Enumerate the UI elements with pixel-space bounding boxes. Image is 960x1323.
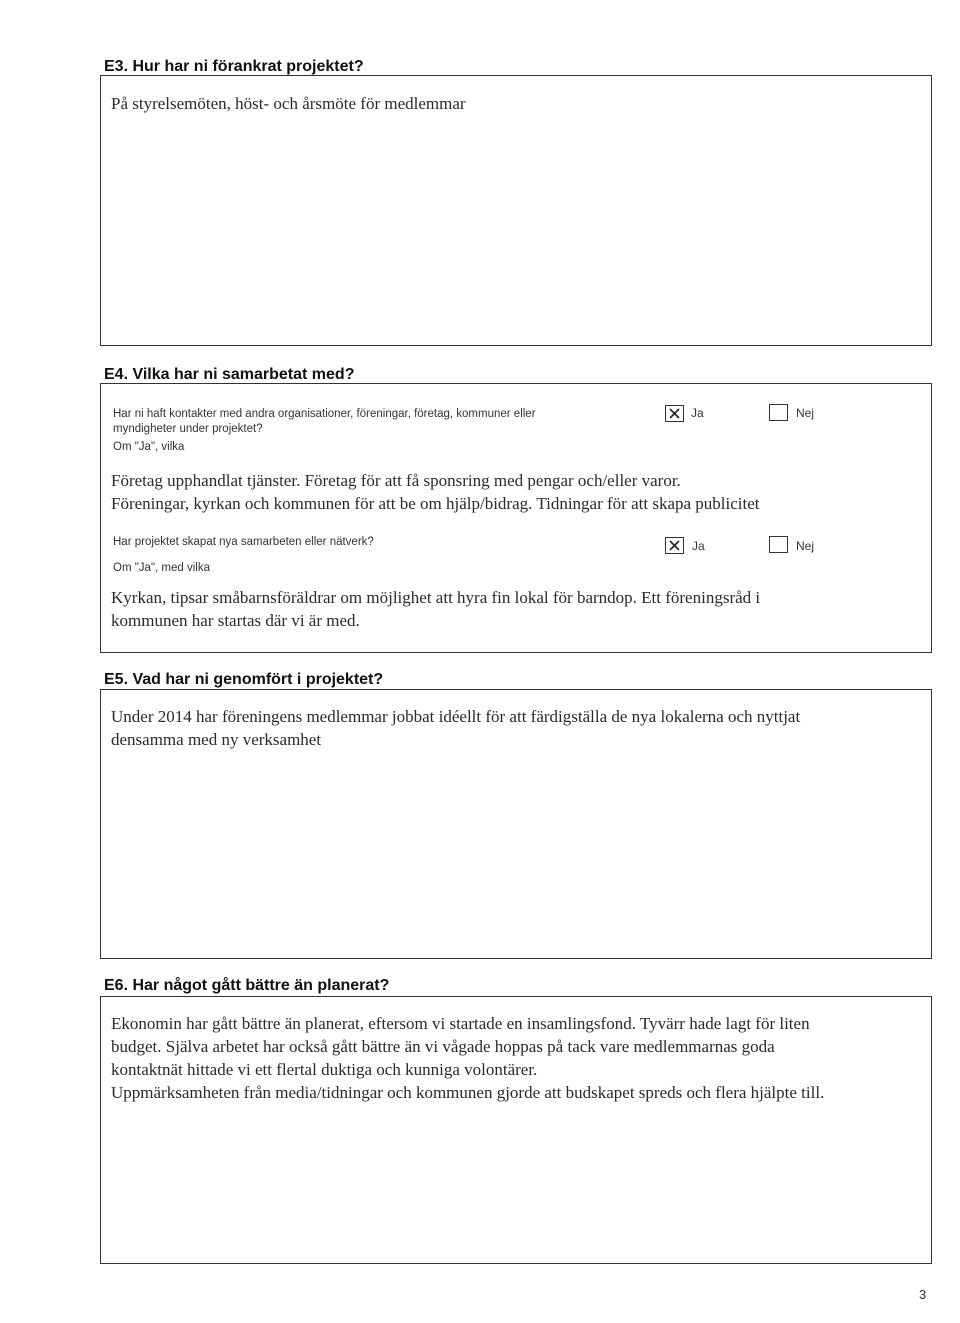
check-x-icon xyxy=(666,538,683,553)
answer-text-e6-line3: kontaktnät hittade vi ett flertal duktiga och kunniga volontärer. xyxy=(111,1060,538,1079)
answer-text-e3: På styrelsemöten, höst- och årsmöte för medlemmar xyxy=(111,94,466,113)
label-contacts-no: Nej xyxy=(796,406,815,420)
page-number: 3 xyxy=(919,1287,927,1302)
section-heading-e5: E5. Vad har ni genomfört i projektet? xyxy=(104,671,384,688)
checkbox-networks-yes[interactable] xyxy=(665,537,684,554)
answer-text-e6-line2: budget. Själva arbetet har också gått bättre än vi vågade hoppas på tack vare medlemmarnas goda xyxy=(111,1037,775,1056)
section-heading-e4: E4. Vilka har ni samarbetat med? xyxy=(104,366,355,383)
answer-text-e6-line1: Ekonomin har gått bättre än planerat, eftersom vi startade en insamlingsfond. Tyvärr hade lagt för liten xyxy=(111,1014,810,1033)
answer-text-e5-line2: densamma med ny verksamhet xyxy=(111,730,322,749)
followup-networks: Om "Ja", med vilka xyxy=(113,562,210,574)
check-x-icon xyxy=(666,406,683,421)
question-contacts-line2: myndigheter under projektet? xyxy=(113,423,263,435)
section-heading-e6: E6. Har något gått bättre än planerat? xyxy=(104,977,390,994)
answer-box-e4 xyxy=(100,383,932,653)
answer-networks-line2: kommunen har startas där vi är med. xyxy=(111,611,360,630)
label-contacts-yes: Ja xyxy=(691,406,704,420)
answer-contacts-line1: Företag upphandlat tjänster. Företag för att få sponsring med pengar och/eller varor. xyxy=(111,471,681,490)
label-networks-yes: Ja xyxy=(692,539,705,553)
label-networks-no: Nej xyxy=(796,539,815,553)
checkbox-networks-no[interactable] xyxy=(769,536,788,553)
checkbox-contacts-yes[interactable] xyxy=(665,405,684,422)
question-networks: Har projektet skapat nya samarbeten eller nätverk? xyxy=(113,536,374,548)
answer-box-e5[interactable] xyxy=(100,689,932,959)
answer-text-e5-line1: Under 2014 har föreningens medlemmar jobbat idéellt för att färdigställa de nya lokalerna och nyttjat xyxy=(111,707,801,726)
followup-contacts: Om "Ja", vilka xyxy=(113,441,185,453)
answer-box-e6[interactable] xyxy=(100,996,932,1264)
checkbox-contacts-no[interactable] xyxy=(769,404,788,421)
section-heading-e3: E3. Hur har ni förankrat projektet? xyxy=(104,58,364,75)
answer-networks-line1: Kyrkan, tipsar småbarnsföräldrar om möjlighet att hyra fin lokal för barndop. Ett föreningsråd i xyxy=(111,588,761,607)
answer-box-e3[interactable] xyxy=(100,75,932,346)
question-contacts-line1: Har ni haft kontakter med andra organisationer, föreningar, företag, kommuner eller xyxy=(113,408,536,420)
answer-contacts-line2: Föreningar, kyrkan och kommunen för att be om hjälp/bidrag. Tidningar för att skapa publicitet xyxy=(111,494,760,513)
answer-text-e6-line4: Uppmärksamheten från media/tidningar och kommunen gjorde att budskapet spreds och flera hjälpte till. xyxy=(111,1083,825,1102)
